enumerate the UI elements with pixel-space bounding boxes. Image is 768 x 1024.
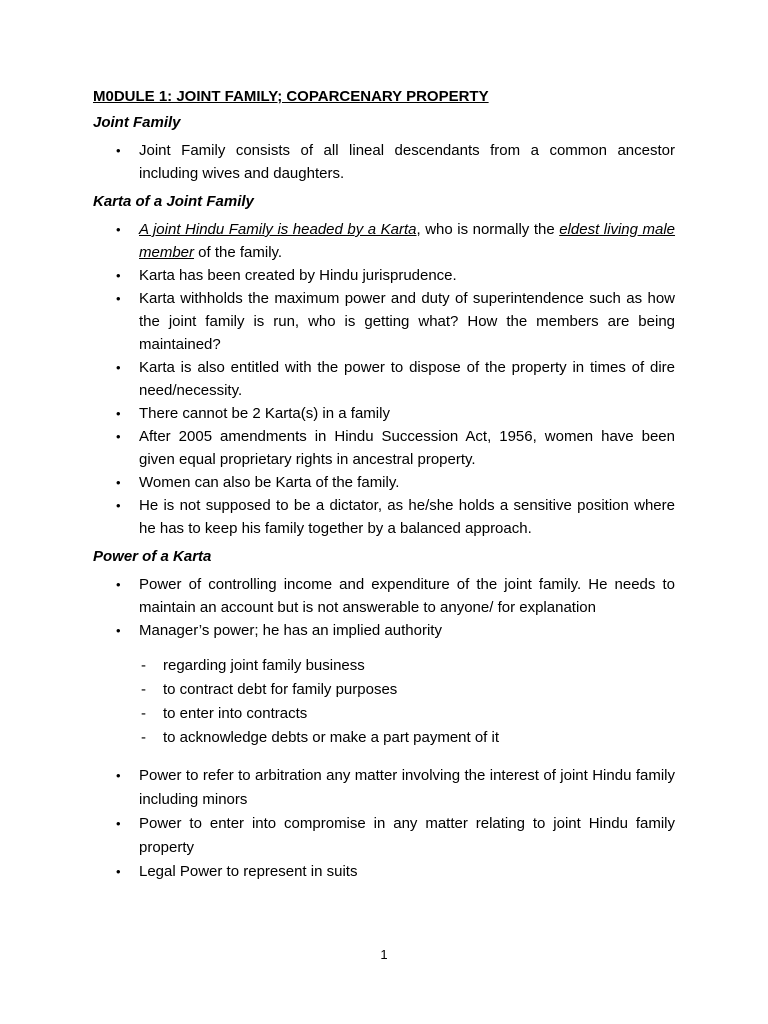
karta-list <box>93 218 675 540</box>
karta-emphasis-1: A joint Hindu Family is headed by a Karta <box>139 221 417 238</box>
bullet-icon: • <box>116 429 121 444</box>
bullet-icon: • <box>116 623 121 638</box>
list-item: - to contract debt for family purposes <box>93 678 675 702</box>
page-number: 1 <box>380 947 388 962</box>
list-item: • Power to refer to arbitration any matter involving the interest of joint Hindu family including minors <box>93 764 675 812</box>
bullet-icon: • <box>116 143 121 158</box>
document-page <box>93 88 675 892</box>
bullet-icon: • <box>116 816 121 831</box>
bullet-icon: • <box>116 406 121 421</box>
list-item: - to acknowledge debts or make a part payment of it <box>93 726 675 750</box>
heading-joint-family: Joint Family <box>93 114 181 131</box>
power-list-b <box>93 764 675 884</box>
list-item: • Legal Power to represent in suits <box>93 860 675 884</box>
dash-icon: - <box>141 657 146 674</box>
dash-icon: - <box>141 729 146 746</box>
module-title: M0DULE 1: JOINT FAMILY; COPARCENARY PROPERTY <box>93 88 489 105</box>
karta-emphasis-2: eldest living male member <box>139 221 676 261</box>
list-item: • He is not supposed to be a dictator, as he/she holds a sensitive position where he has to keep his family together by a balanced approach. <box>93 494 675 540</box>
list-item: - to enter into contracts <box>93 702 675 726</box>
heading-karta: Karta of a Joint Family <box>93 193 254 210</box>
list-item: • After 2005 amendments in Hindu Succession Act, 1956, women have been given equal proprietary rights in ancestral property. <box>93 425 675 471</box>
bullet-icon: • <box>116 864 121 879</box>
dash-icon: - <box>141 705 146 722</box>
list-item: • There cannot be 2 Karta(s) in a family <box>93 402 675 425</box>
list-item: • Karta is also entitled with the power to dispose of the property in times of dire need/necessity. <box>93 356 675 402</box>
list-item: • Power of controlling income and expenditure of the joint family. He needs to maintain an account but is not answerable to anyone/ for explanation <box>93 573 675 619</box>
list-item: • Joint Family consists of all lineal descendants from a common ancestor including wives and daughters. <box>93 139 675 185</box>
list-item: • Karta has been created by Hindu jurisprudence. <box>93 264 675 287</box>
bullet-icon: • <box>116 577 121 592</box>
list-item: - regarding joint family business <box>93 654 675 678</box>
list-item: • Women can also be Karta of the family. <box>93 471 675 494</box>
bullet-icon: • <box>116 360 121 375</box>
bullet-icon: • <box>116 291 121 306</box>
heading-power-of-karta: Power of a Karta <box>93 548 212 565</box>
joint-family-list <box>93 139 675 185</box>
bullet-icon: • <box>116 768 121 783</box>
bullet-icon: • <box>116 268 121 283</box>
power-list-a <box>93 573 675 642</box>
bullet-icon: • <box>116 222 121 237</box>
dash-icon: - <box>141 681 146 698</box>
bullet-icon: • <box>116 498 121 513</box>
list-item: • A joint Hindu Family is headed by a Karta, who is normally the eldest living male member of the family. <box>93 218 675 264</box>
manager-power-sublist <box>93 654 675 750</box>
list-item: • Karta withholds the maximum power and duty of superintendence such as how the joint family is run, who is getting what? How the members are being maintained? <box>93 287 675 356</box>
bullet-icon: • <box>116 475 121 490</box>
list-item: • Manager’s power; he has an implied authority <box>93 619 675 642</box>
list-item: • Power to enter into compromise in any matter relating to joint Hindu family property <box>93 812 675 860</box>
